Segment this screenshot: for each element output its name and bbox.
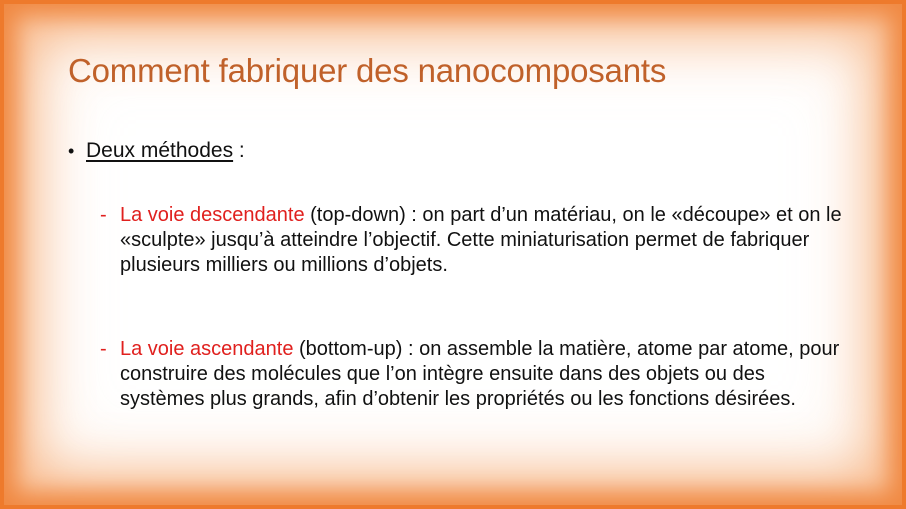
bullet-dot-icon: • xyxy=(68,141,75,161)
method-term: La voie ascendante xyxy=(120,338,294,360)
bullet-suffix: : xyxy=(233,139,245,162)
method-item-bottom-up xyxy=(100,337,850,412)
method-description: (top-down) : on part d’un matériau, on le «découpe» et on le «sculpte» jusqu’à atteindre l’objectif. Cette miniaturisation permet de fabriquer plusieurs milliers ou millions d’objets. xyxy=(120,204,842,276)
bullet-label: Deux méthodes xyxy=(86,139,234,162)
method-term: La voie descendante xyxy=(120,204,305,226)
slide-title: Comment fabriquer des nanocomposants xyxy=(68,52,667,89)
dash-icon: - xyxy=(100,204,107,226)
method-item-top-down xyxy=(100,203,850,278)
bullet-item-methods xyxy=(68,137,245,165)
dash-icon: - xyxy=(100,338,107,360)
method-description: (bottom-up) : on assemble la matière, atome par atome, pour construire des molécules que l’on intègre ensuite dans des objets ou des systèmes plus grands, afin d’obtenir les propriétés ou les fonctions désirées. xyxy=(120,338,840,410)
